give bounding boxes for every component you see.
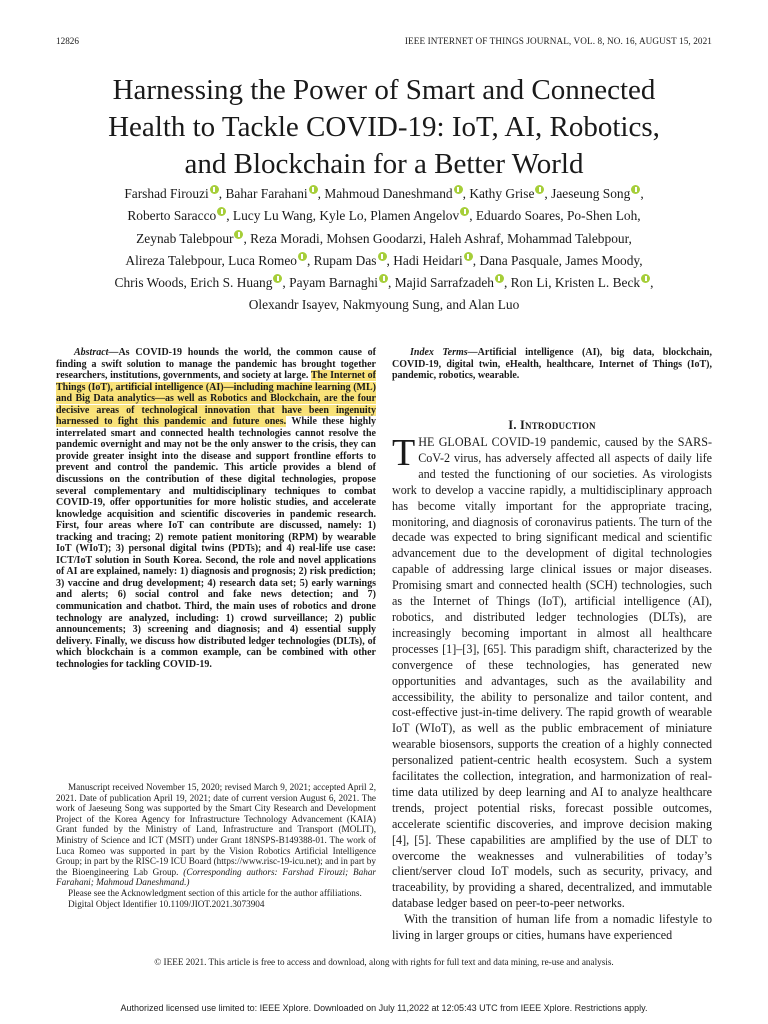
orcid-icon[interactable] — [210, 185, 219, 194]
orcid-icon[interactable] — [631, 185, 640, 194]
author-line — [40, 272, 728, 294]
license-notice: Authorized licensed use limited to: IEEE Xplore. Downloaded on July 11,2022 at 12:05:43 UTC from IEEE Xplore. Restrictions apply. — [120, 1003, 648, 1013]
paragraph-text: COVID-19 pandemic, caused by the SARS-CoV-2 virus, has adversely affected all aspects of daily life and tested the functioning of our societies. As virologists work to develop a vaccine rapidly, a multidisciplinary approach has become vitally important for the appropriate tracing, monitoring, and diagnosis of coronavirus patients. The turn of the decade was expected to bring significant medical and scientific advancement due to the development of digital technologies capable of addressing large clinical issues or major diseases. Promising smart and connected health (SCH) technologies, such as the Internet of Things (IoT), artificial intelligence (AI), robotics, and distributed ledger technologies (DLTs), are increasingly becoming important in almost all healthcare processes [1]–[3], [65]. This paradigm shift, characterized by the convergence of these technologies, has generated new opportunities and advantages, such as the availability and accessibility, the ability to personalize and tailor content, and cost-effective just-in-time delivery. The rapid growth of wearable IoT (WIoT), as well as the public embracement of miniature wearable biosensors, supports the creation of a highly connected personalized patient-centric health ecosystem. Such a system facilitates the collection, integration, and harmonization of real-time data utilized by deep learning and AI to analyze healthcare trends, project potential risks, forecast possible outcomes, accelerate scientific discoveries, and improve decision making [4], [5]. These capabilities are amplified by the use of DLT to overcome the weaknesses and vulnerabilities of today’s client/server cloud IoT models, such as security, privacy, and traceability, by providing a shared, decentralized, and immutable database ledger based on peer-to-peer networks. — [392, 435, 712, 911]
author-line — [40, 205, 728, 227]
section-number: I. — [508, 418, 520, 432]
section-heading — [392, 418, 712, 433]
author-name: Farshad Firouzi — [124, 186, 209, 201]
left-column — [56, 347, 376, 670]
author-name: , Lucy Lu Wang, Kyle Lo, Plamen Angelov — [226, 208, 460, 224]
abstract-highlight: The Internet of Things (IoT), artificial intelligence (AI)—including machine learning (ML) and Big Data analytics—as well as Robotics and Blockchain, are the four decisive areas of technological innovation that have been ingenuity harnessed to fight this pandemic and future ones. — [56, 370, 376, 428]
author-name: , Ron Li, Kristen L. Beck — [503, 275, 641, 291]
orcid-icon[interactable] — [378, 252, 387, 261]
paper-title — [40, 72, 728, 183]
intro-paragraph: With the transition of human life from a nomadic lifestyle to living in larger groups or cities, humans have experienced — [392, 912, 712, 943]
orcid-icon[interactable] — [454, 185, 463, 194]
orcid-icon[interactable] — [217, 207, 226, 216]
author-line — [40, 228, 728, 250]
author-name: Chris Woods, Erich S. Huang — [114, 275, 273, 291]
index-terms-text: Artificial intelligence (AI), big data, blockchain, COVID-19, digital twin, eHealth, healthcare, Internet of Things (IoT), pandemic, robotics, wearable. — [392, 347, 712, 382]
title-line: Harnessing the Power of Smart and Connected — [112, 74, 656, 106]
author-name: Roberto Saracco — [127, 208, 217, 224]
abstract-text: While these highly interrelated smart and connected health technologies cannot resolve the pandemic overnight and may not be the only answer to the crisis, they can provide greater insight into the disease and support frontline efforts to prevent and control the pandemic. This article provides a blend of discussions on the contribution of these digital technologies, propose several complementary and multidisciplinary techniques to combat COVID-19, offer opportunities for more holistic studies, and accelerate knowledge acquisition and scientific discoveries in pandemic research. First, four areas where IoT can contribute are discussed, namely: 1) tracking and tracing; 2) remote patient monitoring (RPM) by wearable IoT (WIoT); 3) personal digital twins (PDTs); and 4) real-life use case: ICT/IoT solution in South Korea. Second, the role and novel applications of AI are explained, namely: 1) diagnosis and prognosis; 2) risk prediction; 3) vaccine and drug development; 4) research data set; 5) early warnings and alerts; 6) social control and fake news detection; and 7) communication and chatbot. Third, the main uses of robotics and drone technology are analyzed, including: 1) crowd surveillance; 2) public announcements; 3) screening and diagnosis; and 4) essential supply delivery. Finally, we discuss how distributed ledger technologies (DLTs), of which blockchain is a common example, can be combined with other technologies for tackling COVID-19. — [56, 416, 377, 670]
abstract-label: Abstract— — [74, 347, 119, 358]
copyright-notice: © IEEE 2021. This article is free to access and download, along with rights for full text and data mining, re-use and analysis. — [154, 957, 614, 967]
right-column — [392, 347, 712, 943]
author-name: , Reza Moradi, Mohsen Goodarzi, Haleh Ashraf, Mohammad Talebpour, — [243, 230, 632, 246]
index-terms-label: Index Terms— — [410, 347, 478, 358]
journal-citation: IEEE INTERNET OF THINGS JOURNAL, VOL. 8, NO. 16, AUGUST 15, 2021 — [404, 36, 712, 46]
introduction-body — [392, 432, 712, 944]
orcid-icon[interactable] — [379, 274, 388, 283]
author-separator: , — [650, 275, 654, 291]
orcid-icon[interactable] — [464, 252, 473, 261]
author-name: , Eduardo Soares, Po-Shen Loh, — [469, 208, 641, 224]
author-name: , Rupam Das — [306, 252, 377, 268]
doi-note[interactable]: Digital Object Identifier 10.1109/JIOT.2021.3073904 — [68, 898, 265, 909]
index-terms — [392, 347, 712, 382]
first-page-footnote — [56, 782, 376, 909]
section-title: Introduction — [519, 418, 596, 432]
orcid-icon[interactable] — [298, 252, 307, 261]
orcid-icon[interactable] — [460, 207, 469, 216]
orcid-icon[interactable] — [495, 274, 504, 283]
orcid-icon[interactable] — [309, 185, 318, 194]
author-name: , Kathy Grise — [462, 186, 535, 201]
running-header — [56, 36, 712, 50]
author-name: , Mahmoud Daneshmand — [317, 186, 453, 201]
author-separator: , — [640, 186, 644, 201]
author-name: , Jaeseung Song — [544, 186, 631, 201]
title-line: and Blockchain for a Better World — [184, 148, 584, 180]
lead-words: HE GLOBAL — [418, 435, 488, 449]
manuscript-note — [56, 782, 376, 888]
manuscript-text: Manuscript received November 15, 2020; revised March 9, 2021; accepted April 2, 2021. Date of publication April 19, 2021; date of current version August 6, 2021. The work of Jaeseung Song was supported by the Smart City Research and Development Project of the Korea Agency for Infrastructure Technology Advancement (KAIA) Grant funded by the Ministry of Land, Infrastructure and Transport (MOLIT), Ministry of Science and ICT (MSIT) under Grant 18NSPS-B149388-01. The work of Luca Romeo was supported in part by the Vision Robotics Artificial Intelligence Group; in part by the RISC-19 ICU Board (https://www.risc-19-icu.net); and in part by the Bioengineering Lab Group. — [56, 782, 376, 877]
author-list — [40, 183, 728, 317]
author-name: , Dana Pasquale, James Moody, — [472, 252, 643, 268]
author-name: , Bahar Farahani — [218, 186, 308, 201]
author-name: , Hadi Heidari — [386, 252, 463, 268]
page-number: 12826 — [56, 36, 79, 46]
drop-cap: T — [392, 432, 416, 474]
abstract — [56, 347, 376, 670]
orcid-icon[interactable] — [641, 274, 650, 283]
author-line — [40, 250, 728, 272]
author-line: Olexandr Isayev, Nakmyoung Sung, and Alan Luo — [248, 297, 520, 313]
abstract-text: As COVID-19 hounds the world, the common cause of finding a swift solution to manage the pandemic has brought together researchers, institutions, governments, and society at large. — [56, 347, 376, 382]
acknowledgment-note: Please see the Acknowledgment section of this article for the author affiliations. — [68, 887, 362, 898]
author-name: Zeynab Talebpour — [136, 230, 234, 246]
author-name: , Majid Sarrafzadeh — [388, 275, 494, 291]
corresponding-authors: (Corresponding authors: Farshad Firouzi; Bahar Farahani; Mahmoud Daneshmand.) — [56, 866, 376, 888]
author-name: , Payam Barnaghi — [282, 275, 378, 291]
author-name: Alireza Talebpour, Luca Romeo — [125, 252, 297, 268]
title-line: Health to Tackle COVID-19: IoT, AI, Robotics, — [108, 111, 660, 143]
author-line — [40, 183, 728, 205]
intro-paragraph — [392, 432, 712, 912]
